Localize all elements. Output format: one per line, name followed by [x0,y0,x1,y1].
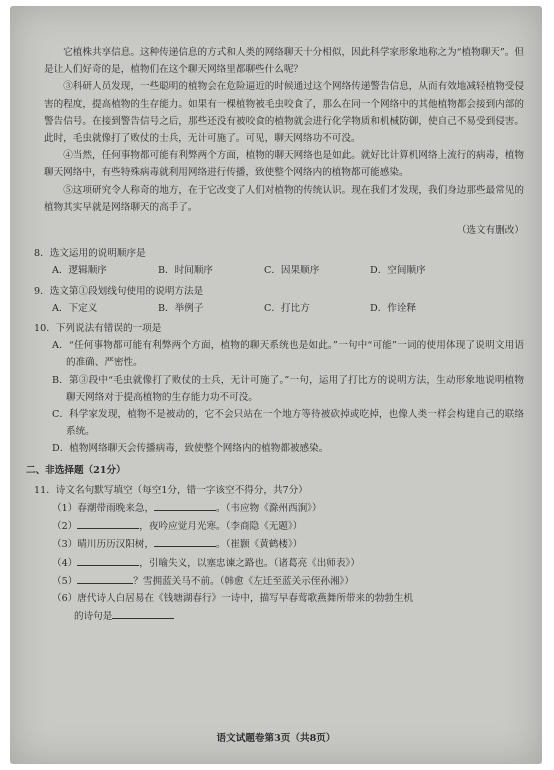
question-9-option-c: C．打比方 [264,302,310,314]
answer-blank[interactable] [154,535,216,547]
question-8-options [52,262,524,279]
question-9-options [52,300,524,317]
question-8-stem: 8．选文运用的说明顺序是 [34,248,146,260]
question-9-option-b: B．举例子 [158,302,204,314]
question-9-option-a: A．下定义 [52,302,98,314]
question-9-stem: 9．选文第①段划线句使用的说明方法是 [34,285,204,297]
question-8-option-a: A．逻辑顺序 [52,265,107,277]
fill-item-1-suffix: 。（韦应物《滁州西涧》） [216,503,322,515]
passage-paragraph-2-end: 它植株共享信息。这种传递信息的方式和人类的网络聊天十分相似，因此科学家形象地称之为“植物聊天”。但是让人们好奇的是，植物们在这个聊天网络里都聊些什么呢？ [44,47,524,76]
fill-item-6: （6）唐代诗人白居易在《钱塘湖春行》一诗中，描写早春莺歌燕舞所带来的勃勃生机 [52,593,414,605]
fill-item-5-suffix: ？雪拥蓝关马不前。（韩愈《左迁至蓝关示侄孙湘》） [133,575,354,587]
answer-blank[interactable] [112,607,174,619]
fill-item-4 [52,554,524,572]
fill-item-3 [52,535,524,553]
fill-item-3-suffix: 。（崔颢《黄鹤楼》） [216,539,303,551]
question-10-option-a: A．“任何事物都可能有利弊两个方面，植物的聊天系统也是如此。”一句中“可能”一词的使用体现了说明文用语的准确、严密性。 [52,340,524,369]
answer-blank[interactable] [77,572,133,584]
question-11-stem: 11．诗文名句默写填空（每空1分，错一字该空不得分，共7分） [34,484,308,496]
fill-item-1 [52,499,524,517]
fill-item-6-prefix: 的诗句是 [74,611,113,623]
passage-paragraph-3: ③科研人员发现，一些聪明的植物会在危险逼近的时候通过这个网络传递警告信息，从而有效地减轻植物受侵害的程度，提高植物的生存能力。如果有一棵植物被毛虫咬食了，那么在同一个网络中的其他植物都会接到内部的警告信号。在接到警告信号之后，那些还没有被咬食的植物就会进行化学物质和机械防御，使自己不易受到侵害。此时，毛虫就像打了败仗的士兵，无计可施了。可见，聊天网络功不可没。 [44,81,524,145]
fill-item-5-prefix: （5） [52,575,78,587]
question-10-option-b: B．第③段中“毛虫就像打了败仗的士兵，无计可施了。”一句，运用了打比方的说明方法，生动形象地说明植物聊天网络对于提高植物的生存能力功不可没。 [52,374,524,403]
question-10-stem: 10．下列说法有错误的一项是 [34,323,162,335]
fill-item-5 [52,572,524,590]
passage-paragraph-5: ⑤这项研究令人称奇的地方，在于它改变了人们对植物的传统认识。现在我们才发现，我们身边那些最常见的植物其实早就是网络聊天的高手了。 [44,184,524,213]
section-2-title: 二、非选择题（21分） [26,464,126,476]
fill-item-3-prefix: （3）晴川历历汉阳树， [52,539,155,551]
page-footer: 语文试题卷第3页（共8页） [216,733,336,744]
fill-item-2 [52,517,524,535]
answer-blank[interactable] [154,499,216,511]
fill-item-6-line-2 [74,607,524,625]
fill-item-1-prefix: （1）春潮带雨晚来急， [52,503,155,515]
fill-item-2-prefix: （2） [52,521,78,533]
fill-item-4-prefix: （4） [52,557,78,569]
passage-source-note: （选文有删改） [456,225,524,237]
answer-blank[interactable] [77,554,139,566]
question-10-option-c: C．科学家发现，植物不是被动的，它不会只站在一个地方等待被砍掉或吃掉，也像人类一样会构建自己的联络系统。 [52,409,524,438]
question-9-option-d: D．作诠释 [370,302,417,314]
passage-paragraph-4: ④当然，任何事物都可能有利弊两个方面，植物的聊天网络也是如此。就好比计算机网络上流行的病毒，植物聊天网络中，有些特殊病毒就利用网络进行传播，致使整个网络内的植物都可能感染。 [44,150,524,179]
question-8-option-b: B．时间顺序 [158,265,214,277]
fill-item-4-suffix: ，引喻失义，以塞忠谏之路也。（诸葛亮《出师表》） [139,557,360,569]
exam-paper-sheet [10,6,542,764]
exam-content [26,44,524,626]
question-8-option-c: C．因果顺序 [264,265,320,277]
question-10-option-d: D．植物网络聊天会传播病毒，致使整个网络内的植物都被感染。 [52,443,329,455]
fill-item-2-suffix: ，夜吟应觉月光寒。（李商隐《无题》） [139,521,303,533]
question-8-option-d: D．空间顺序 [370,265,426,277]
answer-blank[interactable] [77,517,139,529]
